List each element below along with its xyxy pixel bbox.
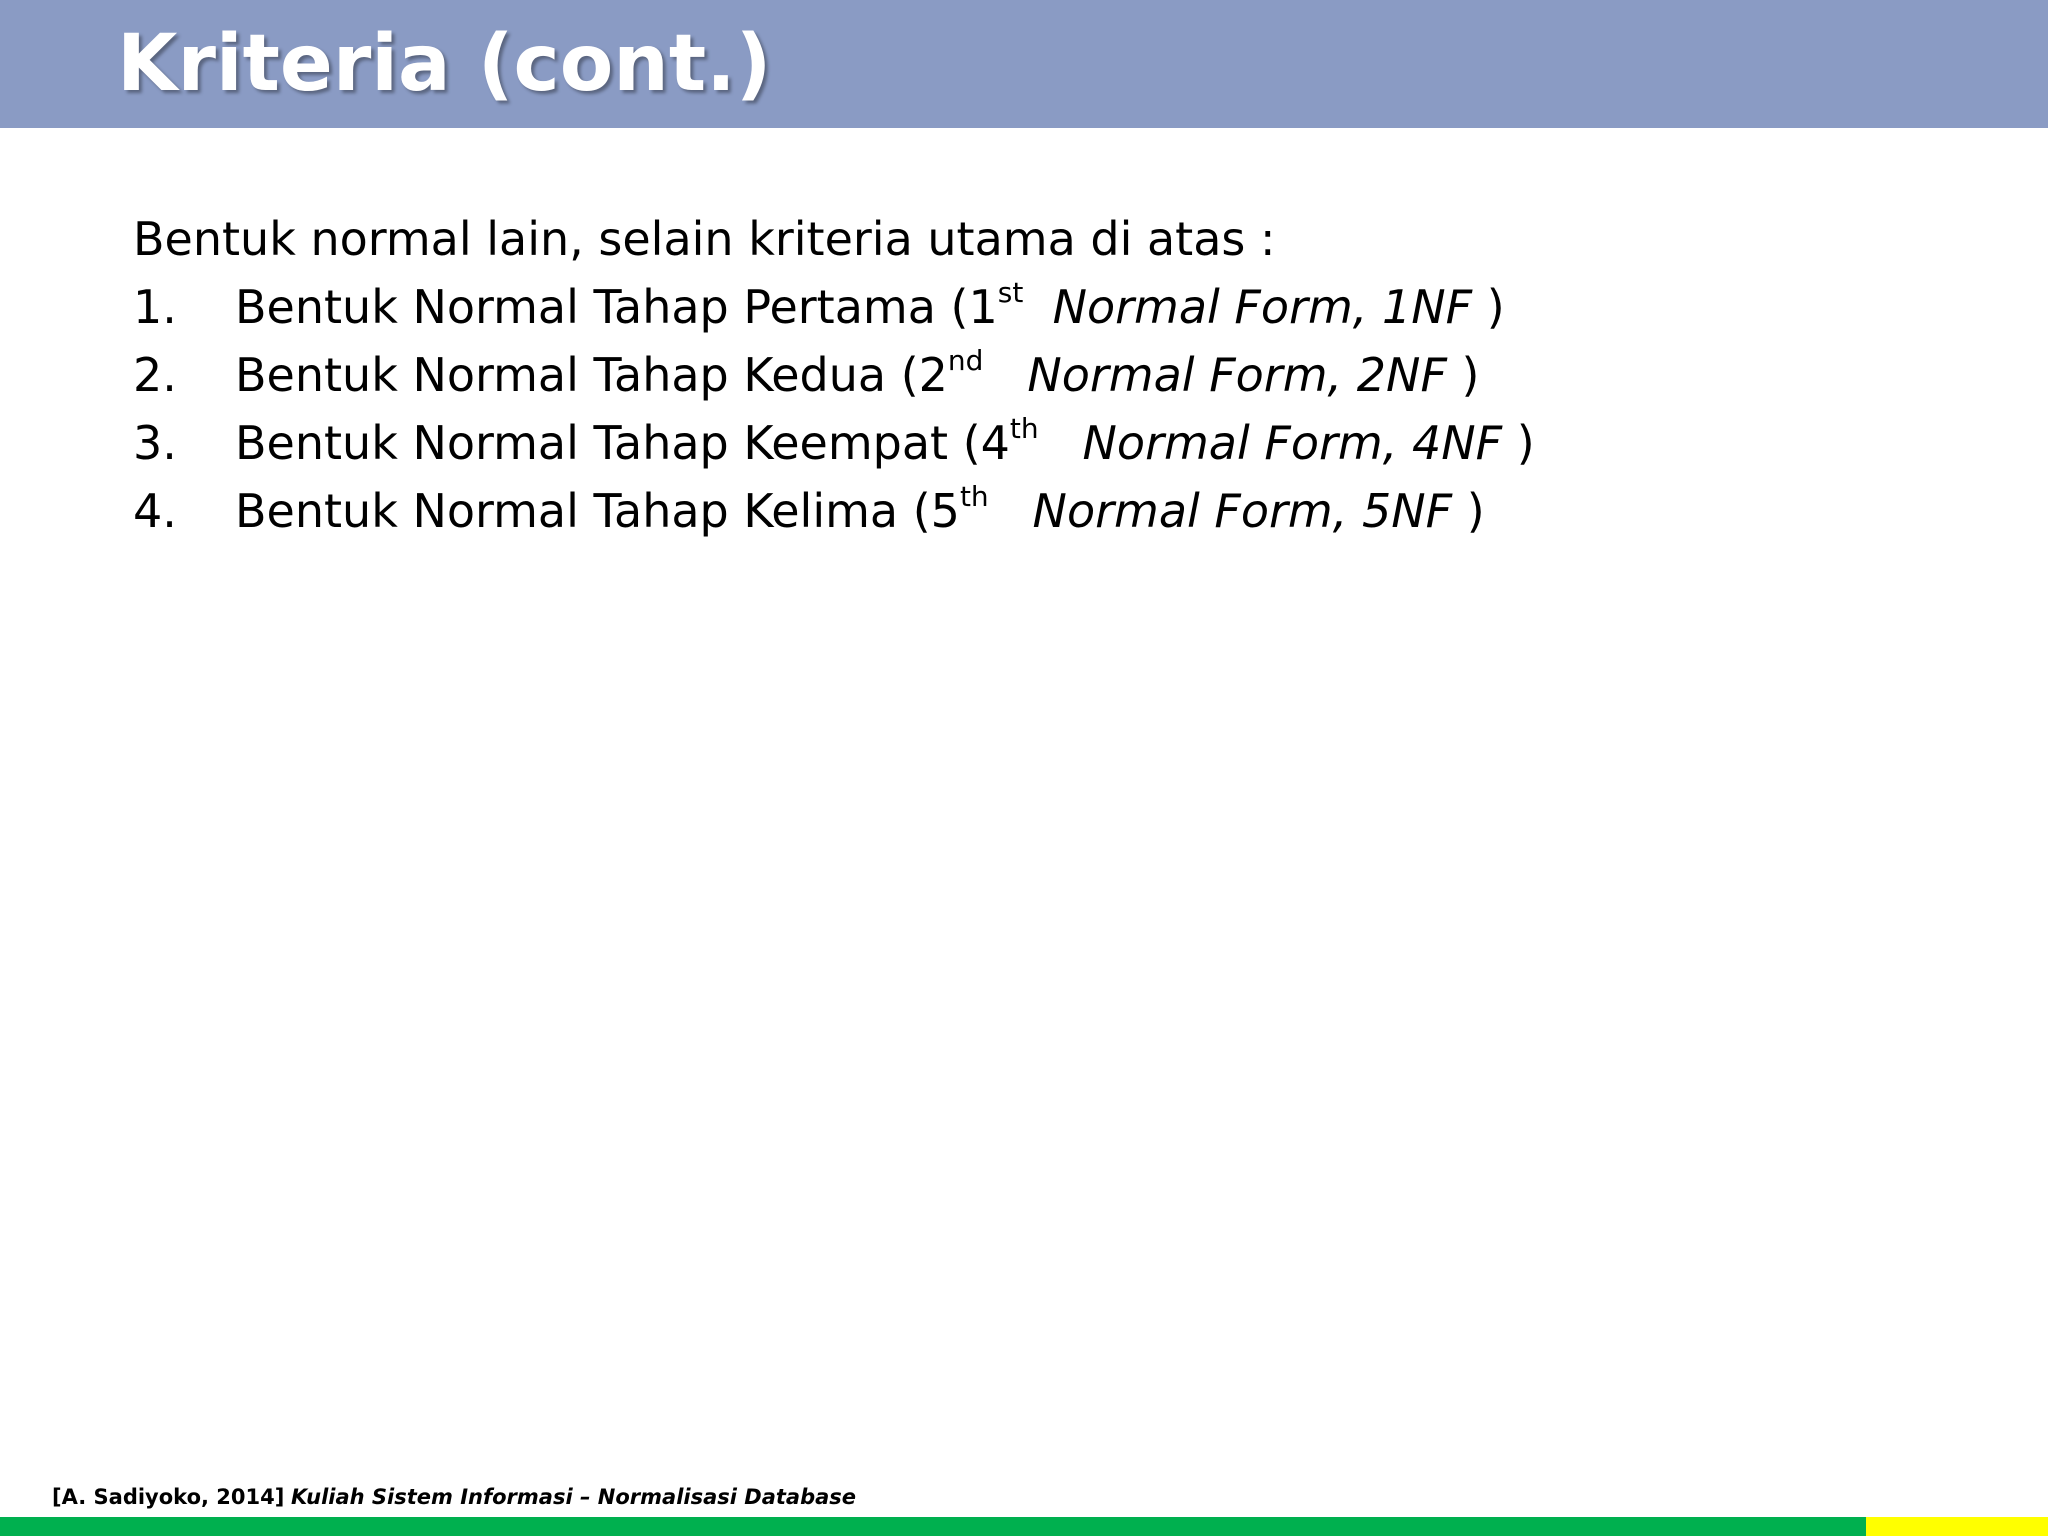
spacer <box>983 348 1027 402</box>
slide-content <box>133 205 1933 545</box>
closing-paren: ) <box>1452 484 1485 538</box>
list-item-label: Bentuk Normal Tahap Keempat (4 <box>235 416 1010 470</box>
slide-title: Kriteria (cont.) <box>117 19 772 109</box>
list-item <box>133 341 1933 409</box>
list-item <box>133 273 1933 341</box>
intro-text: Bentuk normal lain, selain kriteria utama di atas : <box>133 212 1276 266</box>
footer-accent-bar-green <box>0 1517 1866 1536</box>
title-bar <box>0 0 2048 128</box>
closing-paren: ) <box>1502 416 1535 470</box>
list-item-label: Bentuk Normal Tahap Pertama (1 <box>235 280 998 334</box>
ordinal-suffix: th <box>959 480 989 513</box>
list-item-text <box>235 273 1505 341</box>
list-item <box>133 477 1933 545</box>
footer-citation <box>52 1482 856 1512</box>
spacer <box>989 484 1033 538</box>
normal-form-name: Normal Form, 2NF <box>1027 348 1447 402</box>
list-item-label: Bentuk Normal Tahap Kedua (2 <box>235 348 948 402</box>
ordinal-suffix: st <box>997 276 1024 309</box>
list-item-text <box>235 477 1485 545</box>
list-item-number: 3. <box>133 416 177 470</box>
spacer <box>1023 280 1052 334</box>
ordinal-suffix: nd <box>947 344 984 377</box>
list-item-text <box>235 409 1535 477</box>
normal-form-name: Normal Form, 5NF <box>1032 484 1453 538</box>
normal-form-name: Normal Form, 4NF <box>1082 416 1503 470</box>
footer-course-title: Kuliah Sistem Informasi – Normalisasi Database <box>291 1485 857 1509</box>
list-item <box>133 409 1933 477</box>
normal-form-list <box>133 273 1933 545</box>
list-item-number: 4. <box>133 484 177 538</box>
footer-accent-bar-yellow <box>1866 1517 2048 1536</box>
list-item-text <box>235 341 1479 409</box>
normal-form-name: Normal Form, 1NF <box>1052 280 1473 334</box>
list-item-number: 1. <box>133 280 177 334</box>
ordinal-suffix: th <box>1009 412 1039 445</box>
list-item-number: 2. <box>133 348 177 402</box>
footer-author-year: [A. Sadiyoko, 2014] <box>52 1485 285 1509</box>
closing-paren: ) <box>1446 348 1480 402</box>
list-item-label: Bentuk Normal Tahap Kelima (5 <box>235 484 960 538</box>
spacer <box>1039 416 1083 470</box>
closing-paren: ) <box>1472 280 1505 334</box>
